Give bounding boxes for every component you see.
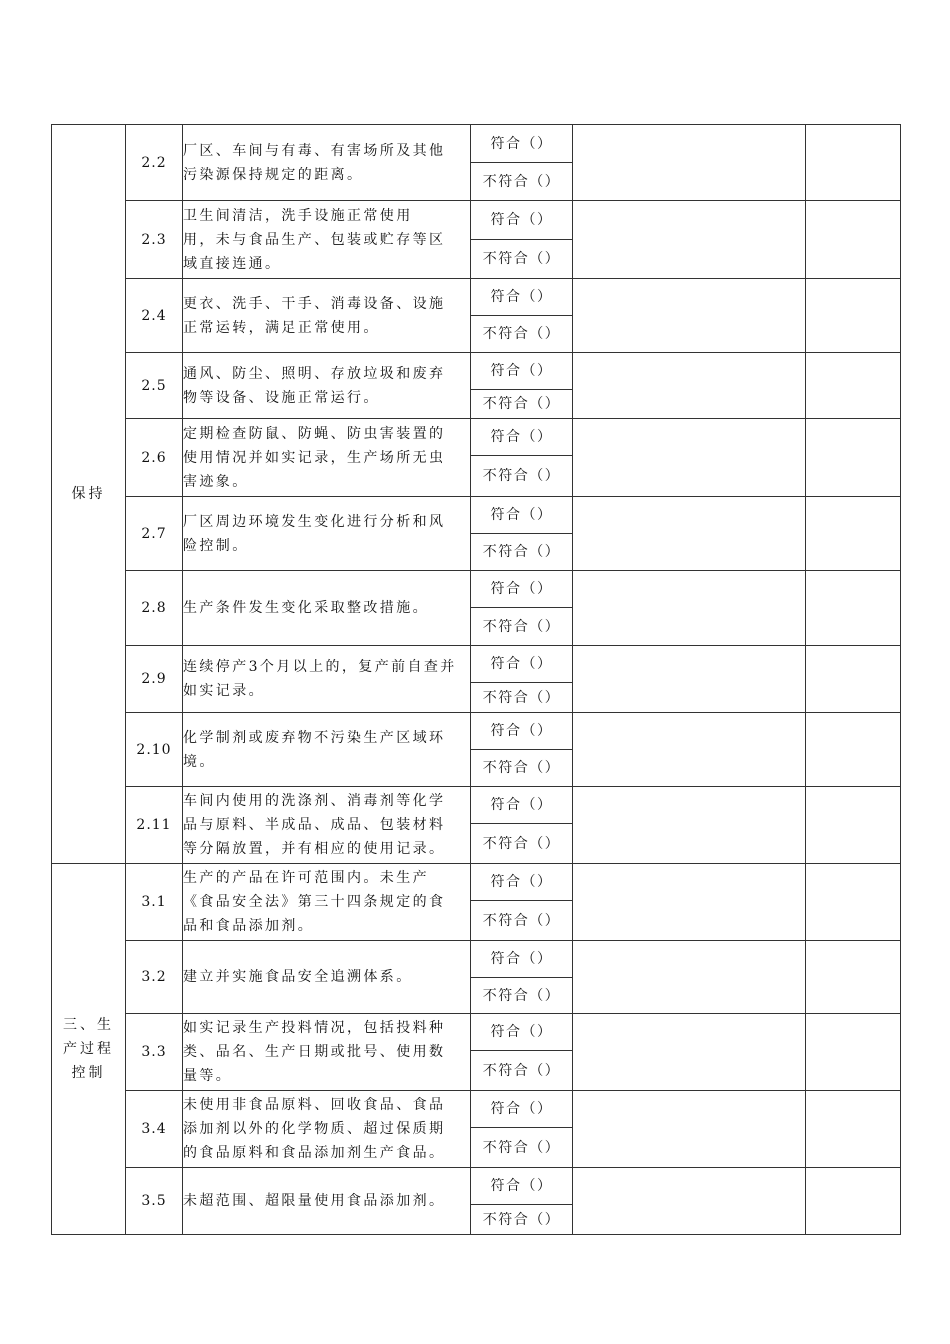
item-description (183, 787, 471, 864)
option-nonconform[interactable]: 不符合（） (471, 1205, 573, 1235)
description-line: 等分隔放置，并有相应的使用记录。 (183, 841, 446, 857)
description-line: 未使用非食品原料、回收食品、食品 (183, 1097, 446, 1113)
item-description (183, 864, 471, 941)
remark-cell[interactable] (806, 713, 901, 787)
description-line: 连续停产3个月以上的，复产前自查并 (183, 659, 457, 675)
description-line: 害迹象。 (183, 473, 249, 490)
remark-cell[interactable] (806, 201, 901, 279)
description-line: 使用情况并如实记录，生产场所无虫 (183, 449, 446, 466)
finding-cell[interactable] (573, 201, 806, 279)
finding-cell[interactable] (573, 941, 806, 1014)
table-row (52, 419, 901, 456)
table-row (52, 713, 901, 750)
item-code: 2.7 (126, 497, 183, 571)
option-conform[interactable]: 符合（） (471, 201, 573, 240)
option-conform[interactable]: 符合（） (471, 1014, 573, 1051)
item-code: 3.3 (126, 1014, 183, 1091)
finding-cell[interactable] (573, 279, 806, 353)
item-description (183, 353, 471, 419)
description-line: 通风、防尘、照明、存放垃圾和废弃 (183, 365, 446, 382)
option-nonconform[interactable]: 不符合（） (471, 390, 573, 419)
option-conform[interactable]: 符合（） (471, 713, 573, 750)
description-line: 量等。 (183, 1068, 233, 1084)
option-nonconform[interactable]: 不符合（） (471, 1051, 573, 1091)
description-line: 物等设备、设施正常运行。 (183, 389, 380, 406)
finding-cell[interactable] (573, 419, 806, 497)
option-conform[interactable]: 符合（） (471, 125, 573, 163)
item-description (183, 941, 471, 1014)
item-code: 2.8 (126, 571, 183, 646)
table-row (52, 787, 901, 824)
option-nonconform[interactable]: 不符合（） (471, 456, 573, 497)
finding-cell[interactable] (573, 571, 806, 646)
option-conform[interactable]: 符合（） (471, 353, 573, 390)
finding-cell[interactable] (573, 713, 806, 787)
option-nonconform[interactable]: 不符合（） (471, 240, 573, 279)
item-description (183, 1014, 471, 1091)
category-label: 产过程 (63, 1041, 114, 1057)
option-conform[interactable]: 符合（） (471, 1091, 573, 1128)
inspection-table (51, 124, 901, 1235)
table-row (52, 125, 901, 163)
item-description (183, 497, 471, 571)
description-line: 《食品安全法》第三十四条规定的食 (183, 894, 446, 910)
remark-cell[interactable] (806, 497, 901, 571)
option-nonconform[interactable]: 不符合（） (471, 534, 573, 571)
option-conform[interactable]: 符合（） (471, 941, 573, 978)
category-cell (52, 125, 126, 864)
description-line: 厂区周边环境发生变化进行分析和风 (183, 513, 446, 530)
finding-cell[interactable] (573, 1091, 806, 1168)
table-row (52, 201, 901, 240)
option-conform[interactable]: 符合（） (471, 279, 573, 316)
finding-cell[interactable] (573, 125, 806, 201)
description-line: 污染源保持规定的距离。 (183, 166, 364, 183)
finding-cell[interactable] (573, 353, 806, 419)
description-line: 域直接连通。 (183, 255, 282, 272)
description-line: 正常运转，满足正常使用。 (183, 319, 380, 336)
description-line: 境。 (183, 753, 216, 770)
table-row (52, 353, 901, 390)
description-line: 厂区、车间与有毒、有害场所及其他 (183, 142, 446, 159)
finding-cell[interactable] (573, 1168, 806, 1235)
option-conform[interactable]: 符合（） (471, 646, 573, 683)
description-line: 化学制剂或废弃物不污染生产区域环 (183, 729, 446, 746)
finding-cell[interactable] (573, 787, 806, 864)
item-code: 2.11 (126, 787, 183, 864)
option-nonconform[interactable]: 不符合（） (471, 163, 573, 201)
option-conform[interactable]: 符合（） (471, 497, 573, 534)
remark-cell[interactable] (806, 419, 901, 497)
description-line: 险控制。 (183, 537, 249, 554)
description-line: 类、品名、生产日期或批号、使用数 (183, 1044, 446, 1060)
table-row (52, 1168, 901, 1205)
finding-cell[interactable] (573, 864, 806, 941)
item-code: 2.5 (126, 353, 183, 419)
option-conform[interactable]: 符合（） (471, 787, 573, 824)
description-line: 卫生间清洁，洗手设施正常使用 (183, 207, 413, 224)
option-nonconform[interactable]: 不符合（） (471, 901, 573, 941)
table-row (52, 864, 901, 901)
remark-cell[interactable] (806, 1091, 901, 1168)
item-description (183, 201, 471, 279)
remark-cell[interactable] (806, 864, 901, 941)
description-line: 更衣、洗手、干手、消毒设备、设施 (183, 295, 446, 312)
category-cell (52, 864, 126, 1235)
item-description (183, 1168, 471, 1235)
finding-cell[interactable] (573, 1014, 806, 1091)
item-description (183, 571, 471, 646)
item-code: 3.4 (126, 1091, 183, 1168)
item-code: 2.3 (126, 201, 183, 279)
option-conform[interactable]: 符合（） (471, 419, 573, 456)
item-code: 3.2 (126, 941, 183, 1014)
description-line: 建立并实施食品安全追溯体系。 (183, 969, 413, 985)
table-row (52, 279, 901, 316)
option-conform[interactable]: 符合（） (471, 1168, 573, 1205)
remark-cell[interactable] (806, 1014, 901, 1091)
category-label: 控制 (71, 1065, 106, 1081)
description-line: 品和食品添加剂。 (183, 918, 315, 934)
item-description (183, 713, 471, 787)
finding-cell[interactable] (573, 646, 806, 713)
item-code: 2.10 (126, 713, 183, 787)
item-code: 3.1 (126, 864, 183, 941)
description-line: 生产的产品在许可范围内。未生产 (183, 870, 429, 886)
option-nonconform[interactable]: 不符合（） (471, 750, 573, 787)
category-label: 保持 (71, 486, 106, 502)
table-row (52, 646, 901, 683)
item-code: 3.5 (126, 1168, 183, 1235)
item-description (183, 646, 471, 713)
table-row (52, 571, 901, 608)
item-code: 2.6 (126, 419, 183, 497)
description-line: 生产条件发生变化采取整改措施。 (183, 600, 429, 616)
description-line: 如实记录生产投料情况，包括投料种 (183, 1020, 446, 1036)
option-conform[interactable]: 符合（） (471, 571, 573, 608)
table-row (52, 1014, 901, 1051)
remark-cell[interactable] (806, 1168, 901, 1235)
table-row (52, 1091, 901, 1128)
option-nonconform[interactable]: 不符合（） (471, 1128, 573, 1168)
item-description (183, 1091, 471, 1168)
finding-cell[interactable] (573, 497, 806, 571)
option-nonconform[interactable]: 不符合（） (471, 608, 573, 646)
item-code: 2.2 (126, 125, 183, 201)
remark-cell[interactable] (806, 571, 901, 646)
description-line: 用，未与食品生产、包装或贮存等区 (183, 231, 446, 248)
description-line: 定期检查防鼠、防蝇、防虫害装置的 (183, 425, 446, 442)
remark-cell[interactable] (806, 941, 901, 1014)
description-line: 如实记录。 (183, 683, 265, 699)
category-label: 三、生 (63, 1017, 114, 1033)
item-code: 2.4 (126, 279, 183, 353)
remark-cell[interactable] (806, 279, 901, 353)
remark-cell[interactable] (806, 125, 901, 201)
description-line: 品与原料、半成品、成品、包装材料 (183, 817, 446, 833)
item-description (183, 279, 471, 353)
remark-cell[interactable] (806, 646, 901, 713)
remark-cell[interactable] (806, 787, 901, 864)
item-description (183, 125, 471, 201)
table-row (52, 497, 901, 534)
description-line: 车间内使用的洗涤剂、消毒剂等化学 (183, 793, 446, 809)
option-nonconform[interactable]: 不符合（） (471, 683, 573, 713)
option-conform[interactable]: 符合（） (471, 864, 573, 901)
option-nonconform[interactable]: 不符合（） (471, 824, 573, 864)
option-nonconform[interactable]: 不符合（） (471, 316, 573, 353)
description-line: 添加剂以外的化学物质、超过保质期 (183, 1121, 446, 1137)
remark-cell[interactable] (806, 353, 901, 419)
item-code: 2.9 (126, 646, 183, 713)
option-nonconform[interactable]: 不符合（） (471, 978, 573, 1014)
description-line: 的食品原料和食品添加剂生产食品。 (183, 1145, 446, 1161)
description-line: 未超范围、超限量使用食品添加剂。 (183, 1193, 446, 1209)
item-description (183, 419, 471, 497)
table-row (52, 941, 901, 978)
